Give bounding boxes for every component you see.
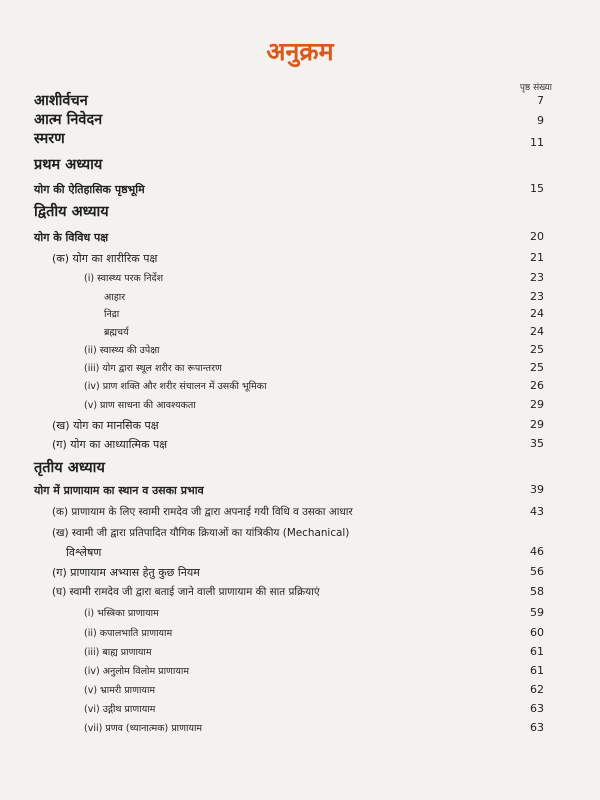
toc-entry-page: 9 [537,114,544,127]
toc-entry-text: (घ) स्वामी रामदेव जी द्वारा बताई जाने वाली प्राणायाम की सात प्रक्रियाएं [52,586,320,598]
toc-entry-text: योग के विविध पक्ष [34,231,109,244]
toc-entry-text: (vii) प्रणव (ध्यानात्मक) प्राणायाम [84,723,203,734]
toc-entry-page: 60 [530,626,544,639]
toc-entry-text: (iii) योग द्वारा स्थूल शरीर का रूपान्तरण [84,363,222,374]
toc-entry-page: 59 [530,606,544,619]
toc-entry-page: 24 [530,307,544,320]
toc-entry-page: 56 [530,565,544,578]
toc-entry-text: (ख) स्वामी जी द्वारा प्रतिपादित यौगिक क्रियाओं का यांत्रिकीय (Mechanical) [52,527,350,539]
toc-entry-page: 26 [530,379,544,392]
toc-entry-text: (iv) प्राण शक्ति और शरीर संचालन में उसकी भूमिका [84,381,267,392]
toc-entry-page: 7 [537,94,544,107]
toc-entry-page: 39 [530,483,544,496]
toc-entry-page: 46 [530,545,544,558]
toc-entry-page: 24 [530,325,544,338]
toc-entry-text: आत्म निवेदन [34,112,103,128]
toc-entry-page: 15 [530,182,544,195]
toc-entry-text: (v) भ्रामरी प्राणायाम [84,685,156,696]
toc-entry-text: (i) स्वास्थ्य परक निर्देश [84,273,164,284]
toc-entry-text: स्मरण [34,131,65,147]
toc-entry-text: (i) भस्त्रिका प्राणायाम [84,608,159,619]
toc-entry-text: (iv) अनुलोम विलोम प्राणायाम [84,666,190,677]
toc-entry-page: 35 [530,437,544,450]
toc-entry-page: 62 [530,683,544,696]
toc-entry-page: 25 [530,343,544,356]
toc-entry-text: (क) प्राणायाम के लिए स्वामी रामदेव जी द्वारा अपनाई गयी विधि व उसका आधार [52,506,353,518]
toc-entry-text: (ii) कपालभाति प्राणायाम [84,628,173,639]
toc-entry-text: (ग) योग का आध्यात्मिक पक्ष [52,438,168,451]
toc-entry-page: 61 [530,664,544,677]
toc-entry-text: (iii) बाह्य प्राणायाम [84,647,152,658]
toc-entry-page: 23 [530,290,544,303]
toc-entry-text: आशीर्वचन [34,93,88,109]
toc-entry-page: 58 [530,585,544,598]
toc-entry-page: 43 [530,505,544,518]
toc-entry-text: (vi) उद्गीथ प्राणायाम [84,704,156,715]
toc-entry-text: निद्रा [104,309,120,320]
toc-entry-text: (ख) योग का मानसिक पक्ष [52,419,159,432]
page-number-column-label: पृष्ठ संख्या [519,83,552,93]
toc-entry-text: ब्रह्मचर्य [104,327,129,338]
toc-entry-page: 20 [530,230,544,243]
toc-entry-page: 63 [530,702,544,715]
toc-entry-text: (ii) स्वास्थ्य की उपेक्षा [84,345,160,356]
toc-entry-text: (क) योग का शारीरिक पक्ष [52,252,158,265]
toc-entry-page: 29 [530,398,544,411]
toc-entry-page: 21 [530,251,544,264]
toc-entry-text: द्वितीय अध्याय [34,204,109,220]
toc-entry-text: योग में प्राणायाम का स्थान व उसका प्रभाव [34,484,204,497]
toc-entry-text: विश्लेषण [66,546,102,559]
toc-entry-page: 11 [530,136,544,149]
toc-entry-text: (v) प्राण साधना की आवश्यकता [84,400,196,411]
toc-entry-text: (ग) प्राणायाम अभ्यास हेतु कुछ नियम [52,566,200,579]
toc-entry-page: 25 [530,361,544,374]
toc-entry-text: योग की ऐतिहासिक पृष्ठभूमि [34,183,145,196]
toc-entry-text: प्रथम अध्याय [34,157,103,173]
toc-entry-text: आहार [104,292,126,303]
toc-entry-page: 63 [530,721,544,734]
page-title: अनुक्रम [266,37,334,66]
toc-entry-page: 23 [530,271,544,284]
toc-entry-page: 61 [530,645,544,658]
toc-entry-text: तृतीय अध्याय [34,460,105,476]
toc-entry-page: 29 [530,418,544,431]
